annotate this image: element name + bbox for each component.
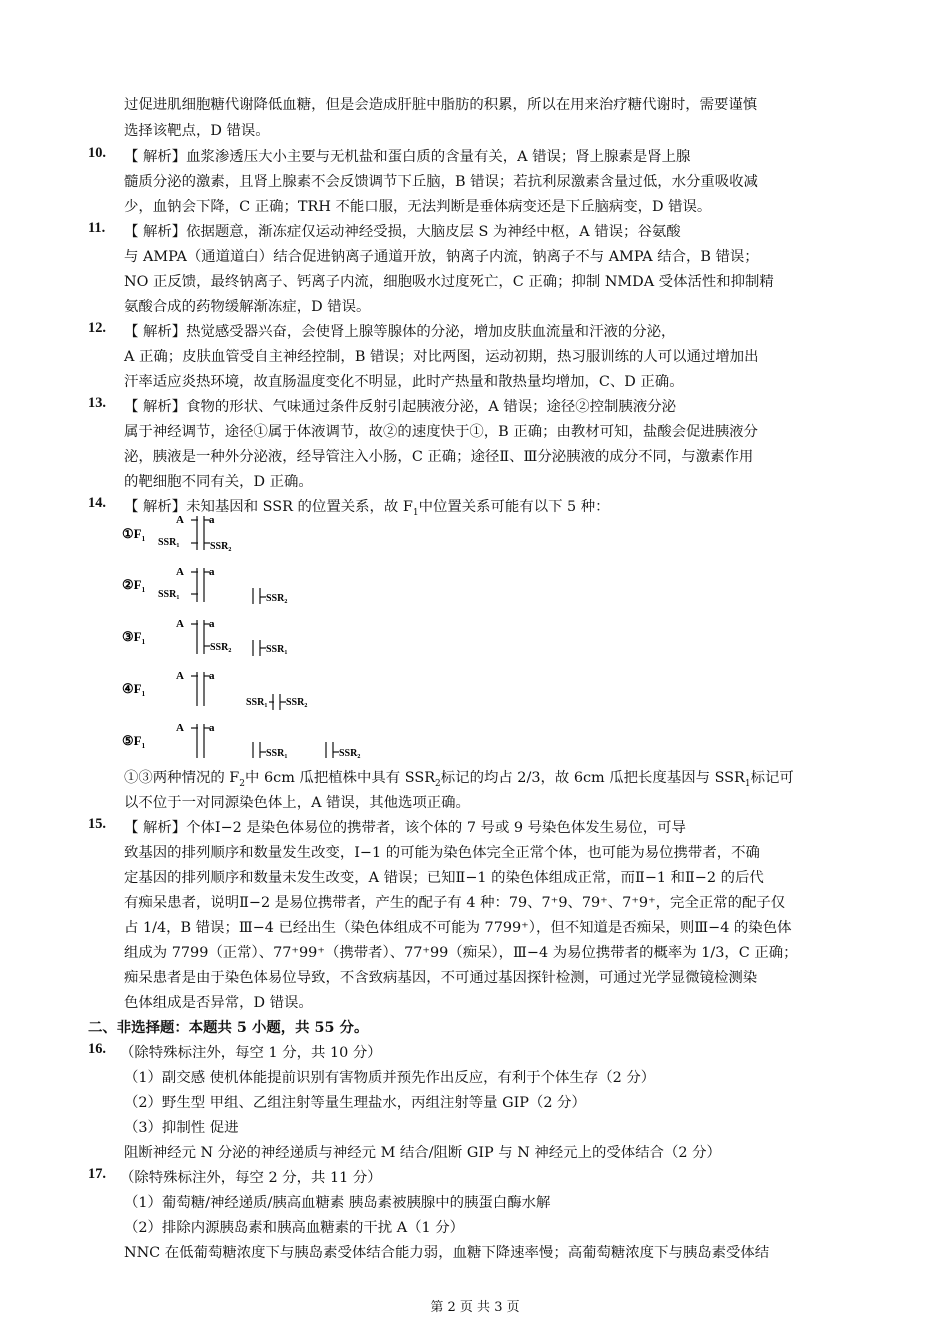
row-label-2: $②F_1$ [122,577,146,594]
text-line: （除特殊标注外，每空 2 分，共 11 分） [120,1170,382,1186]
text-line: 少，血钠会下降，C 正确；TRH 不能口服，无法判断是垂体病变还是下丘脑病变，D 错误。 [124,199,712,215]
text-span: 标记的均占 2/3，故 6cm 瓜把长度基因与 SSR [440,770,745,786]
text-line: 属于神经调节，途径①属于体液调节，故②的速度快于①，B 正确；由教材可知，盐酸会促进胰液分 [124,424,758,440]
marker-ssr2: $SSR_2$ [266,593,288,605]
text-line: 【 解析】食物的形状、气味通过条件反射引起胰液分泌，A 错误；途径②控制胰液分泌 [124,399,676,415]
row-label-5: $⑤F_1$ [122,733,146,750]
text-line: 占 1/4，B 错误；Ⅲ−4 已经出生（染色体组成不可能为 7799⁺），但不知道是否痴呆，则Ⅲ−4 的染色体 [124,920,792,936]
diagram-row-1 [122,514,231,553]
text-line: 【 解析】依据题意，渐冻症仅运动神经受损，大脑皮层 S 为神经中枢，A 错误；谷氨酸 [124,224,681,240]
text-line: 以不位于一对同源染色体上，A 错误，其他选项正确。 [124,795,470,811]
allele-a: a [209,514,215,526]
question-number: 10. [88,145,106,161]
text-span: 【 解析】未知基因和 SSR 的位置关系，故 F [124,499,413,515]
marker-ssr1: $SSR_1$ [158,537,180,549]
text-line: 选择该靶点，D 错误。 [124,123,270,139]
text-line: （2）排除内源胰岛素和胰高血糖素的干扰 A（1 分） [124,1220,465,1236]
text-line: 色体组成是否异常，D 错误。 [124,995,313,1011]
marker-ssr2: $SSR_2$ [339,748,361,760]
allele-a: a [209,722,215,734]
text-line: 【 解析】血浆渗透压大小主要与无机盐和蛋白质的含量有关，A 错误；肾上腺素是肾上腺 [124,149,691,165]
allele-a: a [209,618,215,630]
text-line: （1）葡萄糖/神经递质/胰高血糖素 胰岛素被胰腺中的胰蛋白酶水解 [124,1195,551,1211]
question-number: 17. [88,1166,106,1182]
allele-a: a [209,566,215,578]
text-line: A 正确；皮肤血管受自主神经控制，B 错误；对比两图，运动初期，热习服训练的人可以通过增加出 [124,349,759,365]
question-number: 13. [88,395,106,411]
marker-ssr1: $SSR_1$ [246,697,268,709]
text-line: （3）抑制性 促进 [124,1120,239,1136]
allele-A: A [176,670,184,682]
row-label-1: $①F_1$ [122,526,146,543]
row-label-3: $③F_1$ [122,629,146,646]
marker-ssr1: $SSR_1$ [266,748,288,760]
text-line: 髓质分泌的激素，且肾上腺素不会反馈调节下丘脑，B 错误；若抗利尿激素含量过低，水分重吸收减 [124,174,758,190]
subscript: 2 [435,778,441,789]
text-line: 与 AMPA（通道道白）结合促进钠离子通道开放，钠离子内流，钠离子不与 AMPA 结合，B 错误； [124,249,759,265]
marker-ssr2: $SSR_2$ [210,541,232,553]
text-line: NNC 在低葡萄糖浓度下与胰岛素受体结合能力弱，血糖下降速率慢；高葡萄糖浓度下与胰岛素受体结 [124,1245,770,1261]
text-span: 中 6cm 瓜把植株中具有 SSR [245,770,436,786]
question-number: 12. [88,320,106,336]
text-line: 致基因的排列顺序和数量发生改变，Ⅰ−1 的可能为染色体完全正常个体，也可能为易位携带者，不确 [124,845,760,861]
allele-A: A [176,566,184,578]
page-footer: 第 2 页 共 3 页 [430,1300,520,1315]
subscript: 2 [239,778,246,789]
text-line: 有痴呆患者，说明Ⅱ−2 是易位携带者，产生的配子有 4 种：79、7⁺9、79⁺、7⁺9⁺，完全正常的配子仅 [124,895,786,911]
subscript: 1 [412,507,419,518]
allele-A: A [176,514,184,526]
text-line: 的靶细胞不同有关，D 正确。 [124,474,313,490]
marker-ssr2: $SSR_2$ [286,697,308,709]
row-label-4: $④F_1$ [122,681,146,698]
text-line: 阻断神经元 N 分泌的神经递质与神经元 M 结合/阻断 GIP 与 N 神经元上的受体结合（2 分） [124,1145,721,1161]
diagram-row-2 [122,566,287,605]
text-line: 【 解析】热觉感受器兴奋，会使肾上腺等腺体的分泌，增加皮肤血流量和汗液的分泌， [124,324,676,340]
diagram-row-3 [122,618,287,656]
question-number: 14. [88,495,106,511]
question-number: 16. [88,1041,106,1057]
text-line: 组成为 7799（正常）、77⁺99⁺（携带者）、77⁺99（痴呆），Ⅲ−4 为易位携带者的概率为 1/3，C 正确； [124,945,798,961]
section-heading: 二、非选择题：本题共 5 小题，共 55 分。 [88,1019,369,1036]
allele-A: A [176,618,184,630]
marker-ssr2: $SSR_2$ [210,642,232,654]
subscript: 1 [744,778,751,789]
text-line: （除特殊标注外，每空 1 分，共 10 分） [120,1045,382,1061]
text-span: ①③两种情况的 F [124,770,240,786]
text-line: 氨酸合成的药物缓解渐冻症，D 错误。 [124,299,371,315]
allele-a: a [209,670,215,682]
marker-ssr1: $SSR_1$ [266,644,288,656]
text-line: NO 正反馈，最终钠离子、钙离子内流，细胞吸水过度死亡，C 正确；抑制 NMDA 受体活性和抑制精 [124,274,774,290]
text-span: 中位置关系可能有以下 5 种： [418,499,610,515]
text-line: 定基因的排列顺序和数量未发生改变，A 错误；已知Ⅱ−1 的染色体组成正常，而Ⅱ−1 和Ⅱ−2 的后代 [124,870,764,886]
question-number: 11. [88,220,106,236]
text-line [124,766,794,789]
diagram-row-4 [122,670,307,710]
diagram-row-5 [122,722,360,760]
text-line: （2）野生型 甲组、乙组注射等量生理盐水，丙组注射等量 GIP（2 分） [124,1095,586,1111]
text-line: 汗率适应炎热环境，故直肠温度变化不明显，此时产热量和散热量均增加，C、D 正确。 [124,374,684,390]
text-line: （1）副交感 使机体能提前识别有害物质并预先作出反应，有利于个体生存（2 分） [124,1070,656,1086]
text-line: 过促进肌细胞糖代谢降低血糖，但是会造成肝脏中脂肪的积累，所以在用来治疗糖代谢时，需要谨慎 [124,97,758,113]
text-line: 泌，胰液是一种外分泌液，经导管注入小肠，C 正确；途径Ⅱ、Ⅲ分泌胰液的成分不同，与激素作用 [124,449,754,465]
chromosome-diagram [118,512,378,762]
text-line: 痴呆患者是由于染色体易位导致，不含致病基因，不可通过基因探针检测，可通过光学显微镜检测染 [124,970,758,986]
allele-A: A [176,722,184,734]
question-number: 15. [88,816,106,832]
marker-ssr1: $SSR_1$ [158,589,180,601]
text-span: 标记可 [750,770,794,786]
text-line: 【 解析】个体Ⅰ−2 是染色体易位的携带者，该个体的 7 号或 9 号染色体发生易位，可导 [124,820,686,836]
